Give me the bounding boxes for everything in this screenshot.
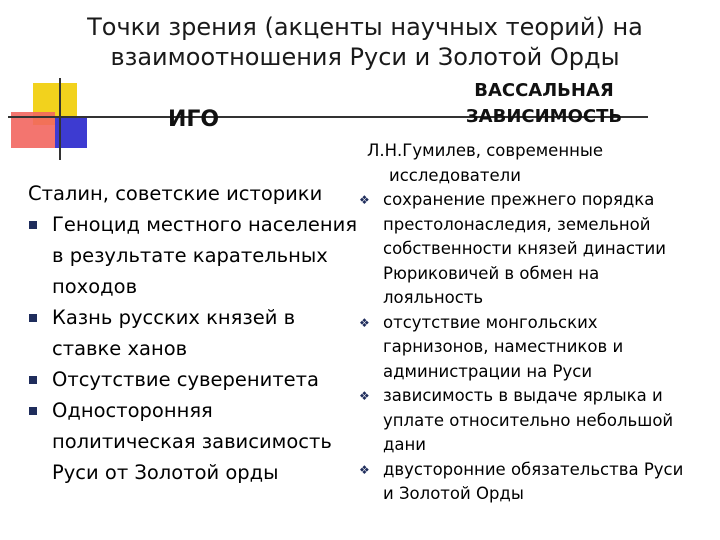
diamond-bullet-icon: ❖ bbox=[359, 315, 370, 330]
slide-title: Точки зрения (акценты научных теорий) на взаимоотношения Руси и Золотой Орды bbox=[87, 13, 643, 71]
list-item bbox=[28, 395, 358, 488]
right-point-text: сохранение прежнего порядка престолонаследия, земельной собственности князей династии Рюриковичей в обмен на лояльность bbox=[383, 190, 666, 307]
left-points-list bbox=[28, 209, 358, 488]
diamond-bullet-icon: ❖ bbox=[359, 462, 370, 477]
decor-vertical-line bbox=[59, 78, 61, 160]
list-item bbox=[355, 384, 695, 458]
left-point-text: Геноцид местного населения в результате карательных походов bbox=[52, 213, 358, 298]
right-column bbox=[355, 139, 695, 507]
right-point-text: зависимость в выдаче ярлыка и уплате относительно небольшой дани bbox=[383, 386, 674, 454]
right-points-list bbox=[355, 188, 695, 507]
list-item bbox=[28, 364, 358, 395]
list-item bbox=[28, 209, 358, 302]
right-point-text: отсутствие монгольских гарнизонов, наместников и администрации на Руси bbox=[383, 312, 624, 381]
right-authors bbox=[355, 139, 695, 188]
list-item bbox=[355, 458, 695, 507]
left-point-text: Односторонняя политическая зависимость Руси от Золотой орды bbox=[52, 399, 332, 484]
left-heading: ИГО bbox=[168, 107, 220, 132]
list-item bbox=[355, 188, 695, 311]
left-point-text: Отсутствие суверенитета bbox=[52, 368, 319, 391]
list-item bbox=[28, 302, 358, 364]
left-authors: Сталин, советские историки bbox=[28, 182, 323, 205]
square-bullet-icon bbox=[29, 221, 37, 229]
diamond-bullet-icon: ❖ bbox=[359, 193, 370, 207]
square-bullet-icon bbox=[29, 407, 37, 415]
right-heading: ВАССАЛЬНАЯ ЗАВИСИМОСТЬ bbox=[465, 80, 623, 127]
diamond-bullet-icon: ❖ bbox=[359, 389, 370, 403]
square-bullet-icon bbox=[29, 376, 37, 384]
right-point-text: двусторонние обязательства Руси и Золотой Орды bbox=[383, 459, 684, 503]
right-authors-line1: Л.Н.Гумилев, современные bbox=[367, 141, 604, 160]
left-column bbox=[28, 178, 358, 488]
left-point-text: Казнь русских князей в ставке ханов bbox=[52, 306, 296, 360]
right-authors-line2: исследователи bbox=[389, 165, 521, 185]
list-item bbox=[355, 311, 695, 385]
square-bullet-icon bbox=[29, 314, 37, 322]
